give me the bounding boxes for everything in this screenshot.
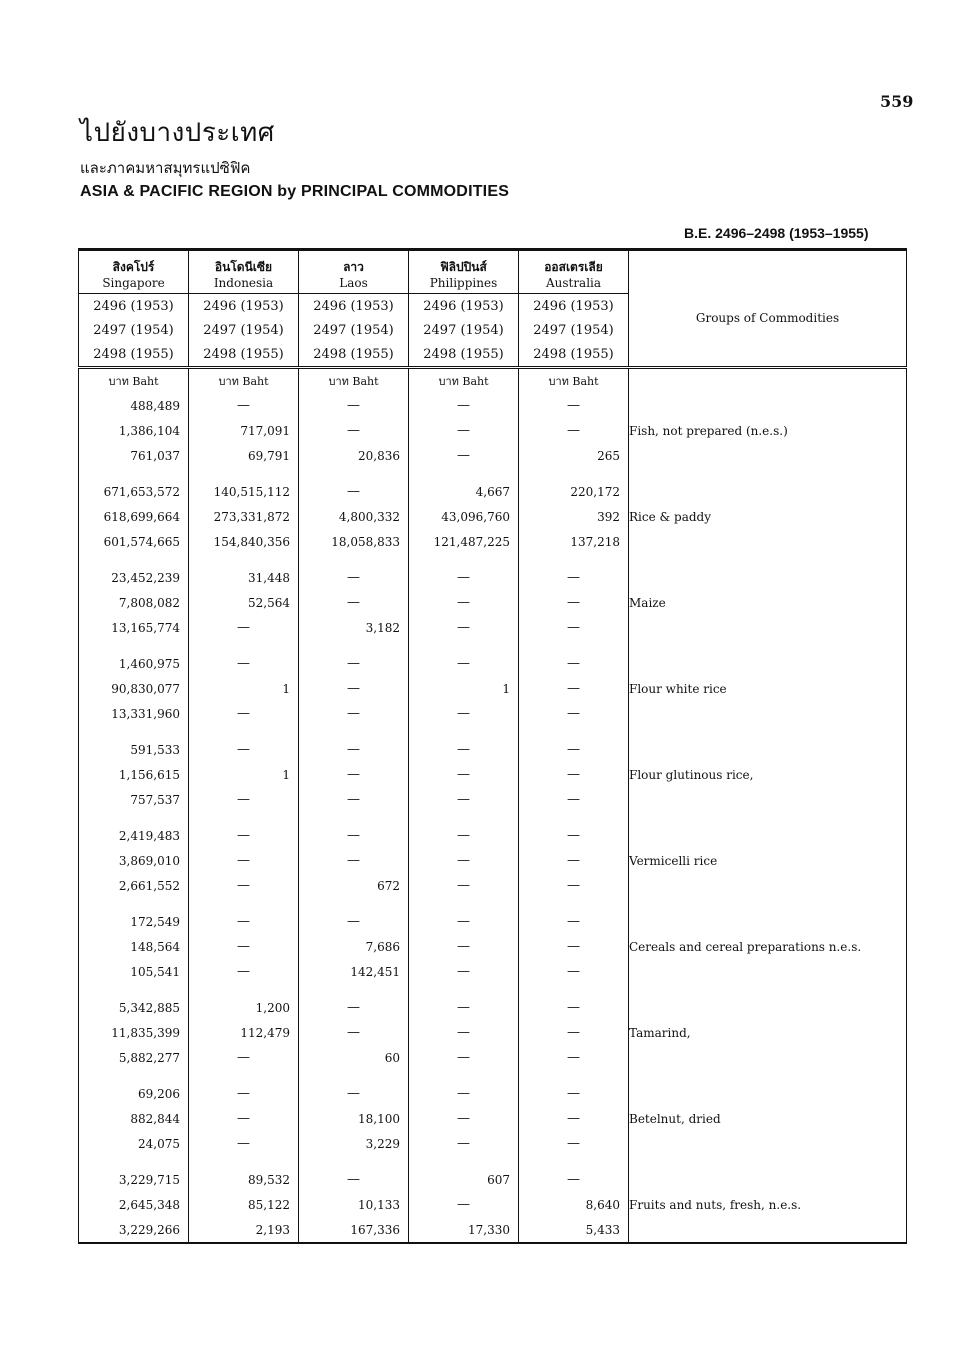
value-cell: — xyxy=(409,1045,519,1070)
value-cell: — xyxy=(409,1020,519,1045)
value-cell: 52,564 xyxy=(189,590,299,615)
country-header: สิงคโปร์ Singapore xyxy=(79,250,189,294)
group-spacer xyxy=(79,812,907,823)
country-header: ออสเตรเลีย Australia xyxy=(519,250,629,294)
year-label: 2496 (1953) xyxy=(519,294,629,319)
value-cell: 172,549 xyxy=(79,909,189,934)
value-cell: — xyxy=(189,615,299,640)
value-cell: 5,882,277 xyxy=(79,1045,189,1070)
value-cell: — xyxy=(519,615,629,640)
value-cell: 601,574,665 xyxy=(79,529,189,554)
value-cell: 1 xyxy=(409,676,519,701)
group-spacer xyxy=(79,1156,907,1167)
value-cell: — xyxy=(409,651,519,676)
english-title: ASIA & PACIFIC REGION by PRINCIPAL COMMODITIES xyxy=(80,183,510,200)
value-cell: — xyxy=(299,762,409,787)
value-cell: — xyxy=(189,934,299,959)
value-cell: 2,645,348 xyxy=(79,1192,189,1217)
table-row xyxy=(79,1217,907,1243)
value-cell: — xyxy=(409,737,519,762)
value-cell: — xyxy=(519,701,629,726)
commodity-group-label: Flour white rice xyxy=(629,681,727,696)
value-cell: 13,165,774 xyxy=(79,615,189,640)
value-cell: 7,686 xyxy=(299,934,409,959)
group-cell xyxy=(629,959,907,984)
value-cell: — xyxy=(299,651,409,676)
value-cell: — xyxy=(409,615,519,640)
group-spacer xyxy=(79,640,907,651)
value-cell: — xyxy=(299,1081,409,1106)
value-cell: — xyxy=(189,873,299,898)
value-cell: — xyxy=(299,676,409,701)
value-cell: 672 xyxy=(299,873,409,898)
table-row xyxy=(79,1167,907,1192)
commodity-group-label: Betelnut, dried xyxy=(629,1111,721,1126)
value-cell: 69,791 xyxy=(189,443,299,468)
value-cell: — xyxy=(409,1192,519,1217)
commodity-group-label: Tamarind, xyxy=(629,1025,691,1040)
value-cell: — xyxy=(409,393,519,418)
group-cell xyxy=(629,565,907,590)
value-cell: 1 xyxy=(189,762,299,787)
commodity-group-label: Rice & paddy xyxy=(629,509,711,524)
value-cell: — xyxy=(299,418,409,443)
group-cell xyxy=(629,1217,907,1243)
table-row xyxy=(79,479,907,504)
value-cell: 882,844 xyxy=(79,1106,189,1131)
value-cell: 8,640 xyxy=(519,1192,629,1217)
value-cell: — xyxy=(409,787,519,812)
value-cell: — xyxy=(519,1045,629,1070)
value-cell: — xyxy=(189,1106,299,1131)
value-cell: — xyxy=(409,762,519,787)
group-cell xyxy=(629,995,907,1020)
value-cell: — xyxy=(189,1045,299,1070)
table-row xyxy=(79,418,907,443)
page-number: 559 xyxy=(880,92,914,111)
value-cell: — xyxy=(189,909,299,934)
group-cell xyxy=(629,823,907,848)
value-cell: 43,096,760 xyxy=(409,504,519,529)
value-cell: 3,229,715 xyxy=(79,1167,189,1192)
value-cell: 89,532 xyxy=(189,1167,299,1192)
value-cell: — xyxy=(189,848,299,873)
value-cell: 1 xyxy=(189,676,299,701)
year-label: 2496 (1953) xyxy=(79,294,189,319)
value-cell: — xyxy=(299,848,409,873)
value-cell: 112,479 xyxy=(189,1020,299,1045)
table-row xyxy=(79,443,907,468)
groups-header: Groups of Commodities xyxy=(629,250,907,368)
table-body xyxy=(79,368,907,1244)
group-cell xyxy=(629,1167,907,1192)
value-cell: 1,200 xyxy=(189,995,299,1020)
group-cell xyxy=(629,873,907,898)
country-header: ลาว Laos xyxy=(299,250,409,294)
value-cell: — xyxy=(189,651,299,676)
table-row xyxy=(79,762,907,787)
value-cell: — xyxy=(519,418,629,443)
value-cell: 11,835,399 xyxy=(79,1020,189,1045)
value-cell: 757,537 xyxy=(79,787,189,812)
value-cell: — xyxy=(189,787,299,812)
table-row xyxy=(79,393,907,418)
value-cell: — xyxy=(519,995,629,1020)
value-cell: 392 xyxy=(519,504,629,529)
value-cell: — xyxy=(299,393,409,418)
value-cell: — xyxy=(409,823,519,848)
group-spacer xyxy=(79,898,907,909)
unit-label: บาท Baht xyxy=(79,368,189,394)
table-row xyxy=(79,737,907,762)
table-header xyxy=(79,250,907,368)
commodities-table xyxy=(78,248,907,1244)
group-spacer xyxy=(79,468,907,479)
value-cell: — xyxy=(299,590,409,615)
year-label: 2498 (1955) xyxy=(409,342,519,368)
value-cell: 5,433 xyxy=(519,1217,629,1243)
value-cell: — xyxy=(519,1131,629,1156)
group-cell xyxy=(629,787,907,812)
value-cell: 17,330 xyxy=(409,1217,519,1243)
value-cell: 24,075 xyxy=(79,1131,189,1156)
group-cell xyxy=(629,1131,907,1156)
group-cell xyxy=(629,701,907,726)
thai-title: ไปยังบางประเทศ xyxy=(80,118,275,148)
value-cell: — xyxy=(189,1131,299,1156)
value-cell: — xyxy=(299,823,409,848)
value-cell: 85,122 xyxy=(189,1192,299,1217)
value-cell: 220,172 xyxy=(519,479,629,504)
value-cell: 60 xyxy=(299,1045,409,1070)
table-row xyxy=(79,1045,907,1070)
group-cell xyxy=(629,479,907,504)
value-cell: 4,800,332 xyxy=(299,504,409,529)
table-row xyxy=(79,995,907,1020)
table-row xyxy=(79,590,907,615)
value-cell: — xyxy=(299,1167,409,1192)
value-cell: — xyxy=(409,1106,519,1131)
year-label: 2496 (1953) xyxy=(409,294,519,319)
year-label: 2498 (1955) xyxy=(189,342,299,368)
value-cell: — xyxy=(519,1020,629,1045)
value-cell: — xyxy=(409,934,519,959)
year-label: 2496 (1953) xyxy=(189,294,299,319)
country-header: อินโดนีเซีย Indonesia xyxy=(189,250,299,294)
table-row xyxy=(79,848,907,873)
value-cell: 20,836 xyxy=(299,443,409,468)
value-cell: 761,037 xyxy=(79,443,189,468)
value-cell: — xyxy=(409,1131,519,1156)
table-row xyxy=(79,565,907,590)
value-cell: — xyxy=(299,701,409,726)
value-cell: 5,342,885 xyxy=(79,995,189,1020)
table-row xyxy=(79,959,907,984)
value-cell: — xyxy=(519,848,629,873)
value-cell: — xyxy=(299,479,409,504)
year-label: 2498 (1955) xyxy=(519,342,629,368)
value-cell: — xyxy=(299,565,409,590)
value-cell: — xyxy=(409,443,519,468)
group-spacer xyxy=(79,554,907,565)
value-cell: 1,460,975 xyxy=(79,651,189,676)
table-row xyxy=(79,1106,907,1131)
value-cell: 90,830,077 xyxy=(79,676,189,701)
value-cell: — xyxy=(189,701,299,726)
year-label: 2497 (1954) xyxy=(189,318,299,342)
table-row xyxy=(79,676,907,701)
value-cell: — xyxy=(519,393,629,418)
table-row xyxy=(79,873,907,898)
commodity-group-label: Cereals and cereal preparations n.e.s. xyxy=(629,939,862,954)
thai-subtitle: และภาคมหาสมุทรแปซิฟิค xyxy=(80,159,251,177)
group-cell xyxy=(629,737,907,762)
value-cell: 3,229 xyxy=(299,1131,409,1156)
group-cell xyxy=(629,393,907,418)
value-cell: — xyxy=(519,651,629,676)
table-row xyxy=(79,529,907,554)
value-cell: 23,452,239 xyxy=(79,565,189,590)
value-cell: 121,487,225 xyxy=(409,529,519,554)
table-row xyxy=(79,504,907,529)
unit-label: บาท Baht xyxy=(409,368,519,394)
table-row xyxy=(79,1081,907,1106)
table-row xyxy=(79,934,907,959)
value-cell: — xyxy=(189,393,299,418)
value-cell: 31,448 xyxy=(189,565,299,590)
value-cell: 671,653,572 xyxy=(79,479,189,504)
value-cell: 148,564 xyxy=(79,934,189,959)
value-cell: 154,840,356 xyxy=(189,529,299,554)
value-cell: — xyxy=(409,909,519,934)
period-label: B.E. 2496–2498 (1953–1955) xyxy=(684,225,869,241)
value-cell: — xyxy=(519,590,629,615)
value-cell: — xyxy=(189,959,299,984)
group-cell xyxy=(629,1045,907,1070)
commodity-group-label: Fruits and nuts, fresh, n.e.s. xyxy=(629,1197,802,1212)
value-cell: — xyxy=(409,1081,519,1106)
group-cell xyxy=(629,529,907,554)
value-cell: — xyxy=(409,565,519,590)
value-cell: 105,541 xyxy=(79,959,189,984)
commodity-group-label: Fish, not prepared (n.e.s.) xyxy=(629,423,788,438)
value-cell: 142,451 xyxy=(299,959,409,984)
table-row xyxy=(79,909,907,934)
value-cell: 140,515,112 xyxy=(189,479,299,504)
value-cell: — xyxy=(519,1081,629,1106)
value-cell: — xyxy=(519,737,629,762)
group-cell xyxy=(629,651,907,676)
value-cell: 18,058,833 xyxy=(299,529,409,554)
value-cell: — xyxy=(409,959,519,984)
value-cell: — xyxy=(299,909,409,934)
value-cell: — xyxy=(519,909,629,934)
table-row xyxy=(79,1192,907,1217)
value-cell: 618,699,664 xyxy=(79,504,189,529)
value-cell: — xyxy=(299,1020,409,1045)
year-label: 2498 (1955) xyxy=(79,342,189,368)
unit-label: บาท Baht xyxy=(189,368,299,394)
value-cell: 10,133 xyxy=(299,1192,409,1217)
value-cell: 2,661,552 xyxy=(79,873,189,898)
value-cell: — xyxy=(299,737,409,762)
group-cell xyxy=(629,909,907,934)
table-row xyxy=(79,701,907,726)
value-cell: — xyxy=(409,995,519,1020)
value-cell: — xyxy=(519,1167,629,1192)
value-cell: 167,336 xyxy=(299,1217,409,1243)
year-label: 2497 (1954) xyxy=(519,318,629,342)
value-cell: 3,182 xyxy=(299,615,409,640)
year-label: 2497 (1954) xyxy=(409,318,519,342)
value-cell: 607 xyxy=(409,1167,519,1192)
value-cell: — xyxy=(519,676,629,701)
value-cell: — xyxy=(189,737,299,762)
value-cell: — xyxy=(519,934,629,959)
value-cell: 2,193 xyxy=(189,1217,299,1243)
value-cell: — xyxy=(409,873,519,898)
value-cell: — xyxy=(409,418,519,443)
value-cell: 4,667 xyxy=(409,479,519,504)
value-cell: 488,489 xyxy=(79,393,189,418)
value-cell: — xyxy=(409,590,519,615)
group-spacer xyxy=(79,726,907,737)
value-cell: — xyxy=(519,873,629,898)
table-row xyxy=(79,823,907,848)
table-row xyxy=(79,787,907,812)
value-cell: — xyxy=(519,823,629,848)
value-cell: — xyxy=(519,762,629,787)
table-row xyxy=(79,1020,907,1045)
value-cell: 1,156,615 xyxy=(79,762,189,787)
commodity-group-label: Flour glutinous rice, xyxy=(629,767,754,782)
group-spacer xyxy=(79,984,907,995)
value-cell: — xyxy=(299,995,409,1020)
value-cell: 7,808,082 xyxy=(79,590,189,615)
value-cell: — xyxy=(519,787,629,812)
value-cell: — xyxy=(409,701,519,726)
table-row xyxy=(79,1131,907,1156)
year-label: 2498 (1955) xyxy=(299,342,409,368)
group-cell xyxy=(629,1081,907,1106)
value-cell: 1,386,104 xyxy=(79,418,189,443)
year-label: 2497 (1954) xyxy=(79,318,189,342)
value-cell: 13,331,960 xyxy=(79,701,189,726)
value-cell: 265 xyxy=(519,443,629,468)
value-cell: 18,100 xyxy=(299,1106,409,1131)
value-cell: 69,206 xyxy=(79,1081,189,1106)
commodity-group-label: Vermicelli rice xyxy=(629,853,718,868)
unit-label: บาท Baht xyxy=(519,368,629,394)
value-cell: — xyxy=(519,565,629,590)
value-cell: 591,533 xyxy=(79,737,189,762)
value-cell: 137,218 xyxy=(519,529,629,554)
year-label: 2496 (1953) xyxy=(299,294,409,319)
value-cell: 3,229,266 xyxy=(79,1217,189,1243)
country-header: ฟิลิปปินส์ Philippines xyxy=(409,250,519,294)
value-cell: — xyxy=(519,959,629,984)
value-cell: — xyxy=(189,823,299,848)
unit-label: บาท Baht xyxy=(299,368,409,394)
group-spacer xyxy=(79,1070,907,1081)
value-cell: 273,331,872 xyxy=(189,504,299,529)
value-cell: — xyxy=(299,787,409,812)
value-cell: — xyxy=(519,1106,629,1131)
value-cell: 2,419,483 xyxy=(79,823,189,848)
value-cell: 3,869,010 xyxy=(79,848,189,873)
year-label: 2497 (1954) xyxy=(299,318,409,342)
value-cell: — xyxy=(189,1081,299,1106)
value-cell: 717,091 xyxy=(189,418,299,443)
table-row xyxy=(79,615,907,640)
group-cell xyxy=(629,615,907,640)
table-row xyxy=(79,651,907,676)
group-cell xyxy=(629,443,907,468)
value-cell: — xyxy=(409,848,519,873)
commodity-group-label: Maize xyxy=(629,595,666,610)
